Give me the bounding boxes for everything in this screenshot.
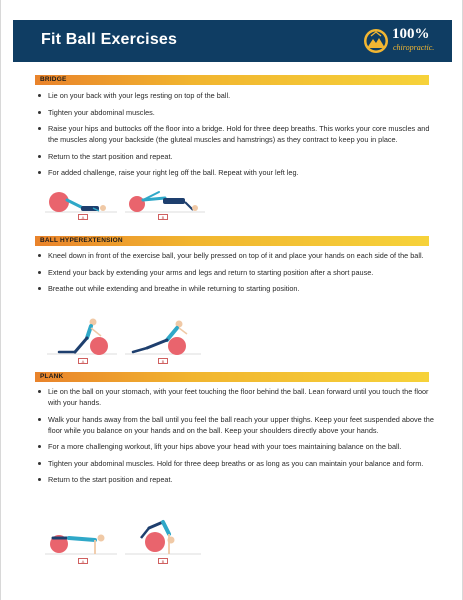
list-item: For a more challenging workout, lift your hips above your head with your toes maintaining balance on the ball. [35,441,435,452]
header-banner [13,20,452,62]
brand-logo [362,25,442,57]
list-item: Lie on your back with your legs resting on top of the ball. [35,90,435,101]
section-label: BALL HYPEREXTENSION [40,237,123,244]
list-item: Tighten your abdominal muscles. Hold for three deep breaths or as long as you can maintain your balance and form. [35,458,435,469]
list-item: Raise your hips and buttocks off the floor into a bridge. Hold for three deep breaths. This works your core muscles and the muscles along your backside (the gluteal muscles and hamstrings) as they contract to keep you in place. [35,123,435,145]
list-item: For added challenge, raise your right leg off the ball. Repeat with your left leg. [35,167,435,178]
section-header-bridge [35,75,429,85]
section-label: PLANK [40,373,64,380]
list-item: Lie on the ball on your stomach, with your feet touching the floor behind the ball. Lean forward until you touch the floor with your hands. [35,386,435,408]
illustration-label-a: A [78,558,88,564]
bridge-illustration-b [125,186,205,216]
plank-illustration-a [45,524,117,558]
list-item: Return to the start position and repeat. [35,474,435,485]
illustration-label-b: B [158,214,168,220]
list-item: Kneel down in front of the exercise ball, your belly pressed on top of it and place your hands on each side of the ball. [35,250,435,261]
section-header-plank [35,372,429,382]
mountain-sun-logo-icon [362,27,390,55]
illustration-label-b: B [158,558,168,564]
hyperextension-instructions [35,250,435,300]
list-item: Breathe out while extending and breathe in while returning to starting position. [35,283,435,294]
list-item: Return to the start position and repeat. [35,151,435,162]
plank-instructions [35,386,435,491]
illustration-label-a: A [78,214,88,220]
list-item: Walk your hands away from the ball until you feel the ball reach your upper thighs. Keep your feet suspended above the floor while you balance on your hands and on the ball. Keep your shoulders directly above your hands. [35,414,435,436]
hyperextension-illustration-b [125,318,201,358]
logo-subtitle: chiropractic. [393,43,435,52]
section-header-ball-hyperextension [35,236,429,246]
page-title: Fit Ball Exercises [41,31,178,48]
list-item: Tighten your abdominal muscles. [35,107,435,118]
plank-illustration-b [125,518,201,558]
hyperextension-illustration-a [47,316,117,358]
list-item: Extend your back by extending your arms and legs and return to starting position after a short pause. [35,267,435,278]
logo-number: 100% [392,26,430,42]
bridge-illustration-a [45,186,117,216]
section-label: BRIDGE [40,76,67,83]
illustration-label-b: B [158,358,168,364]
bridge-instructions [35,90,435,184]
illustration-label-a: A [78,358,88,364]
